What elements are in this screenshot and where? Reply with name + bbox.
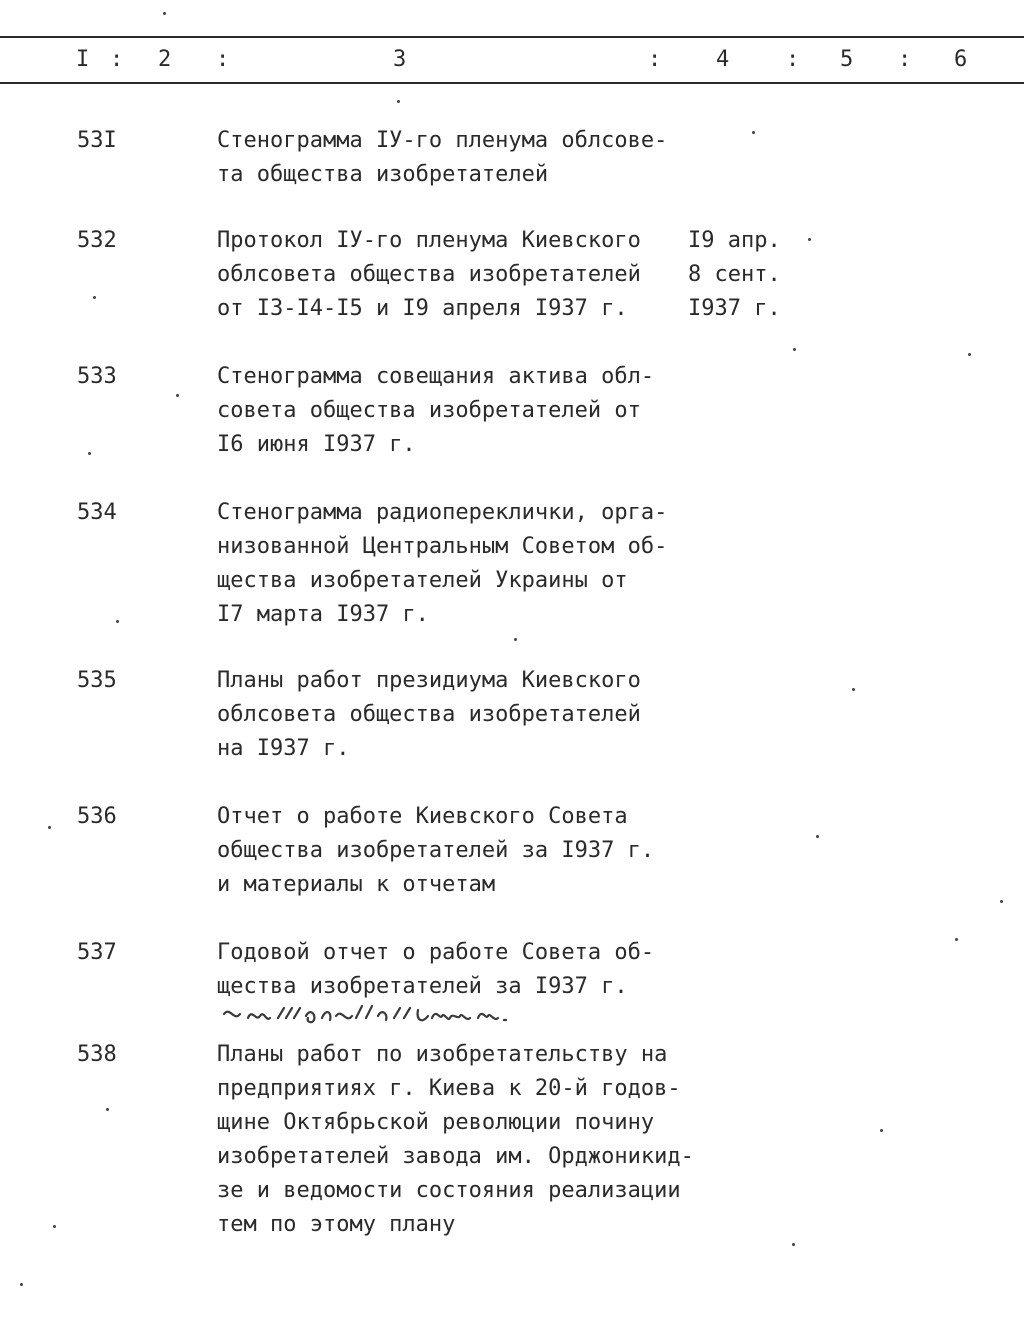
entry-title-line: I6 июня I937 г. (217, 432, 416, 457)
header-separator: : (648, 47, 662, 72)
entry-number: 533 (77, 364, 117, 389)
header-col-2: 2 (158, 47, 172, 72)
scan-speck (792, 1243, 795, 1246)
entry-title-line: низованной Центральным Советом об- (217, 534, 668, 559)
entry-date-line: 8 сент. (688, 262, 781, 287)
entry-number: 537 (77, 940, 117, 965)
entry-title-line: Стенограмма радиопереклички, орга- (217, 500, 668, 525)
header-separator: : (786, 47, 800, 72)
scan-speck (88, 452, 91, 455)
scan-speck (176, 394, 179, 397)
entry-title-line: совета общества изобретателей от (217, 398, 641, 423)
entry-number: 53I (77, 128, 117, 153)
entry-number: 534 (77, 500, 117, 525)
entry-title (217, 664, 737, 766)
entry-title-line: щине Октябрьской революции почину (217, 1110, 655, 1135)
entry-title-line: Годовой отчет о работе Совета об- (217, 940, 655, 965)
scan-speck (955, 938, 958, 941)
entry-title (217, 496, 737, 632)
entry-title-line: облсовета общества изобретателей (217, 262, 641, 287)
header-separator: : (898, 47, 912, 72)
entry-title-line: та общества изобретателей (217, 162, 549, 187)
header-separator: : (216, 47, 230, 72)
entry-title-line: на I937 г. (217, 736, 350, 761)
handwritten-annotation (222, 1000, 562, 1026)
entry-title (217, 936, 737, 1004)
entry-title-line: предприятиях г. Киева к 20-й годов- (217, 1076, 681, 1101)
entry-title-line: тем по этому плану (217, 1212, 456, 1237)
scan-speck (93, 296, 96, 299)
scan-speck (1000, 900, 1003, 903)
scan-speck (116, 620, 119, 623)
entry-title-line: и материалы к отчетам (217, 872, 496, 897)
entry-number: 536 (77, 804, 117, 829)
entry-title-line: I7 марта I937 г. (217, 602, 429, 627)
scan-speck (793, 348, 796, 351)
entry-title-line: Планы работ президиума Киевского (217, 668, 641, 693)
entry-title-line: Протокол IУ-го пленума Киевского (217, 228, 641, 253)
entry-date-line: I9 апр. (688, 228, 781, 253)
scan-speck (968, 353, 971, 356)
header-separator: : (110, 47, 124, 72)
entry-title (217, 1038, 737, 1242)
scan-speck (106, 1108, 109, 1111)
scan-speck (48, 826, 51, 829)
entry-title (217, 124, 737, 192)
header-col-6: 6 (954, 47, 968, 72)
scan-speck (880, 1129, 883, 1132)
entry-title-line: от I3-I4-I5 и I9 апреля I937 г. (217, 296, 628, 321)
scan-speck (808, 238, 811, 241)
header-col-1: I (76, 47, 90, 72)
header-col-5: 5 (840, 47, 854, 72)
scan-speck (852, 688, 855, 691)
entry-dates (688, 224, 781, 326)
entry-number: 532 (77, 228, 117, 253)
entry-number: 535 (77, 668, 117, 693)
header-col-4: 4 (716, 47, 730, 72)
entry-title-line: изобретателей завода им. Орджоникид- (217, 1144, 694, 1169)
entry-title (217, 360, 737, 462)
scan-speck (397, 100, 400, 103)
entry-title-line: щества изобретателей Украины от (217, 568, 628, 593)
entry-title-line: щества изобретателей за I937 г. (217, 974, 628, 999)
scan-speck (163, 12, 166, 15)
entry-title (217, 800, 737, 902)
entry-title-line: общества изобретателей за I937 г. (217, 838, 655, 863)
entry-title-line: зе и ведомости состояния реализации (217, 1178, 681, 1203)
entry-title-line: Планы работ по изобретательству на (217, 1042, 668, 1067)
scan-speck (20, 1283, 23, 1286)
entry-date-line: I937 г. (688, 296, 781, 321)
header-col-3: 3 (393, 47, 407, 72)
entry-title-line: Отчет о работе Киевского Совета (217, 804, 628, 829)
entry-title-line: Стенограмма IУ-го пленума облсове- (217, 128, 668, 153)
header-bottom-rule (0, 82, 1024, 84)
scan-speck (53, 1225, 56, 1228)
scan-speck (514, 638, 517, 641)
scan-speck (752, 131, 755, 134)
scan-speck (816, 835, 819, 838)
entry-title-line: Стенограмма совещания актива обл- (217, 364, 655, 389)
entry-number: 538 (77, 1042, 117, 1067)
entry-title (217, 224, 737, 326)
header-top-rule (0, 36, 1024, 38)
entry-title-line: облсовета общества изобретателей (217, 702, 641, 727)
